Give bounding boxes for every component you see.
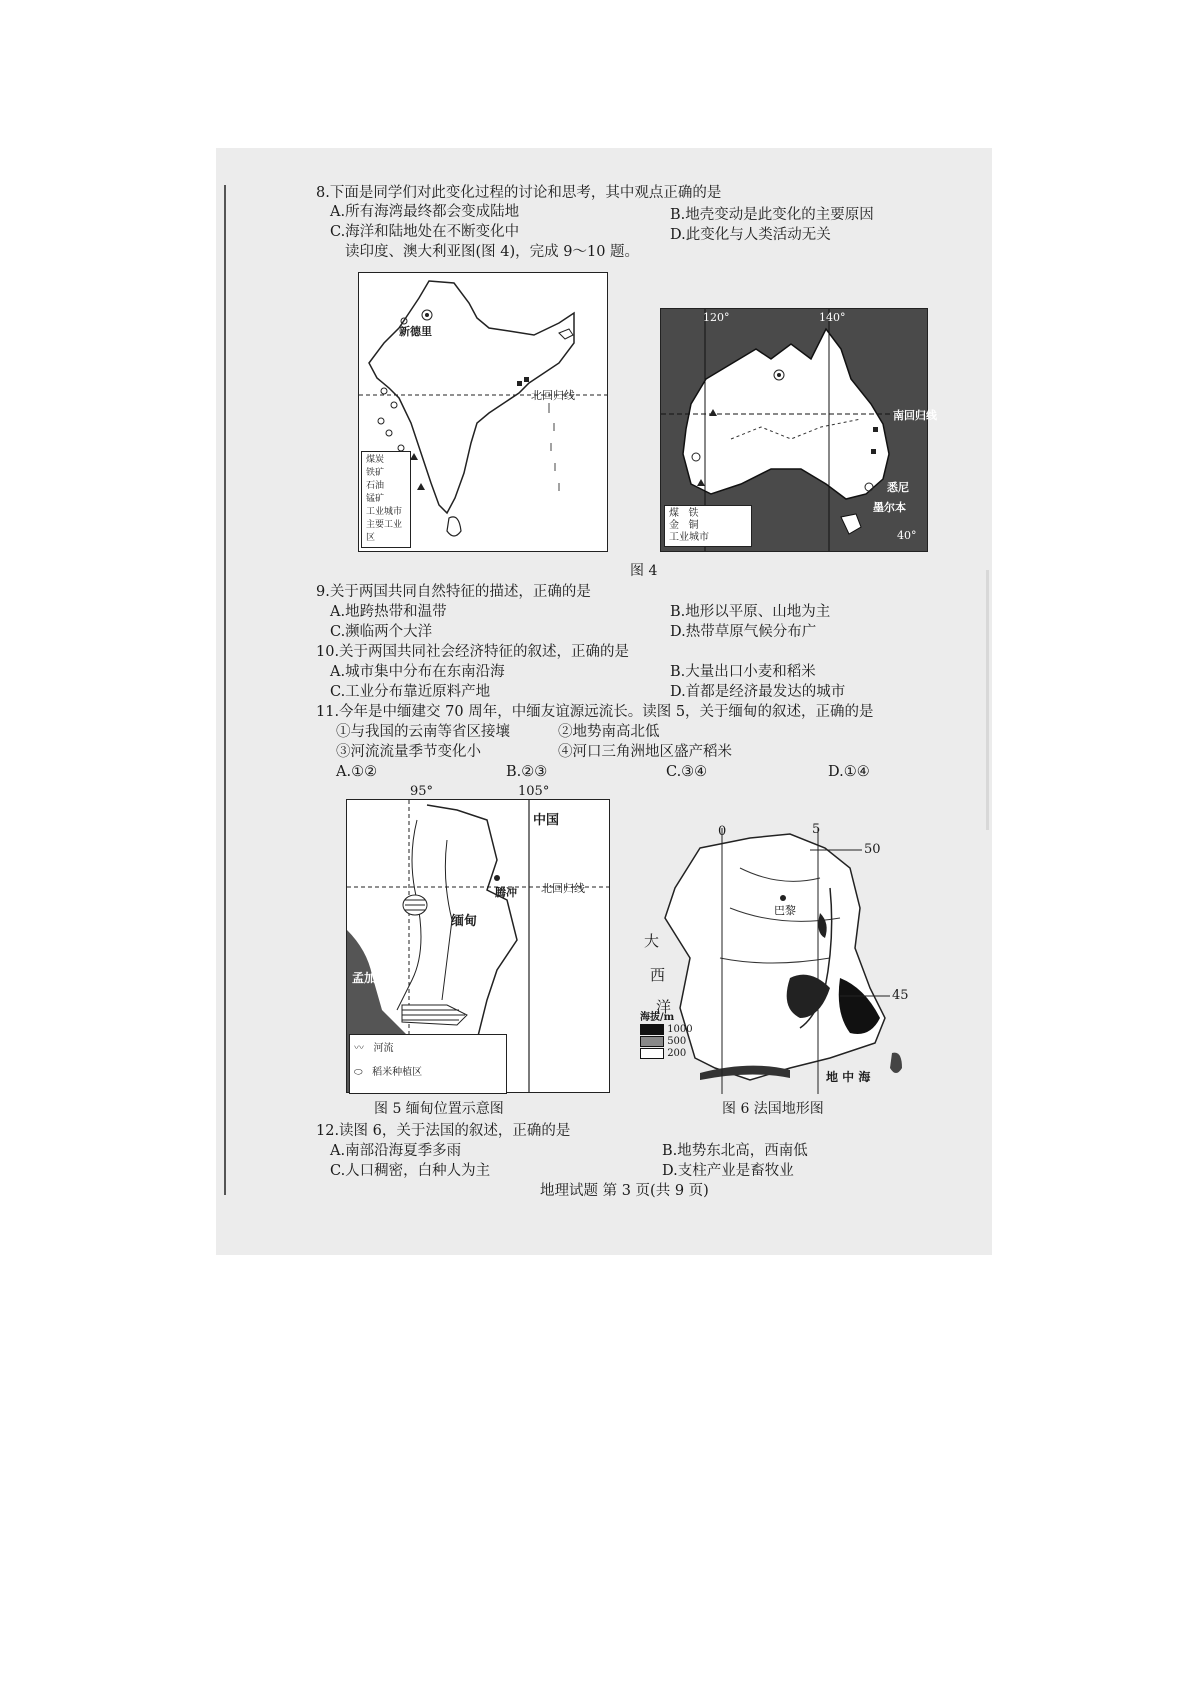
fig5-legend-river-label: 河流 (373, 1043, 394, 1054)
fig6-label-atlantic-3: 洋 (656, 998, 672, 1016)
australia-legend-item: 煤 (669, 508, 679, 519)
india-legend-item: 石油 (366, 481, 385, 491)
india-legend-item: 工业城市 (366, 507, 403, 517)
q12-stem: 12.读图 6，关于法国的叙述，正确的是 (316, 1123, 571, 1139)
q11-statement-1: ①与我国的云南等省区接壤 (336, 724, 510, 740)
figure-4-caption: 图 4 (630, 563, 658, 579)
india-map (358, 272, 608, 552)
fig6-legend-level-1000 (640, 1024, 700, 1036)
australia-label-40: 40° (897, 529, 917, 542)
australia-legend-item: 金 (669, 520, 679, 531)
q12-option-a: A.南部沿海夏季多雨 (330, 1143, 462, 1159)
australia-legend (664, 505, 752, 547)
fig6-legend-level-label: 1000 (667, 1024, 693, 1035)
fig6-legend-level-label: 200 (667, 1048, 687, 1059)
scan-edge-shadow (986, 570, 989, 830)
q9-stem: 9.关于两国共同自然特征的描述，正确的是 (316, 584, 591, 600)
q9-option-b: B.地形以平原、山地为主 (670, 604, 831, 620)
fig6-label-paris: 巴黎 (774, 904, 796, 917)
figure-5-caption: 图 5 缅甸位置示意图 (374, 1101, 504, 1117)
fig6-label-45: 45 (892, 988, 909, 1003)
india-legend-item: 主要工业区 (366, 520, 403, 543)
myanmar-map (346, 799, 610, 1093)
australia-label-140: 140° (819, 311, 846, 324)
q11-stem: 11.今年是中缅建交 70 周年，中缅友谊源远流长。读图 5，关于缅甸的叙述，正确的是 (316, 704, 874, 720)
q11-option-c: C.③④ (666, 764, 708, 780)
q9-option-a: A.地跨热带和温带 (330, 604, 447, 620)
q9-option-c: C.濒临两个大洋 (330, 624, 433, 640)
page-footer: 地理试题 第 3 页(共 9 页) (540, 1183, 709, 1199)
fig5-label-china: 中国 (533, 813, 560, 828)
fig6-label-atlantic-1: 大 (644, 932, 660, 950)
q9-option-d: D.热带草原气候分布广 (670, 624, 817, 640)
australia-label-melbourne: 墨尔本 (873, 501, 906, 514)
q12-option-b: B.地势东北高，西南低 (662, 1143, 808, 1159)
fig6-legend-swatch (640, 1036, 664, 1047)
fig6-label-50: 50 (864, 842, 881, 857)
q12-option-d: D.支柱产业是畜牧业 (662, 1163, 794, 1179)
australia-map (660, 308, 937, 552)
q8-stem: 8.下面是同学们对此变化过程的讨论和思考，其中观点正确的是 (316, 185, 722, 201)
q11-statement-4: ④河口三角洲地区盛产稻米 (558, 744, 732, 760)
australia-label-120: 120° (703, 311, 730, 324)
binding-margin-line (224, 185, 226, 1195)
fig6-legend-level-200 (640, 1048, 700, 1060)
q8-option-d: D.此变化与人类活动无关 (670, 227, 831, 243)
australia-legend-item: 工业城市 (669, 532, 709, 543)
q10-option-d: D.首都是经济最发达的城市 (670, 684, 846, 700)
fig6-legend-title: 海拔/m (640, 1012, 675, 1023)
fig6-legend-level-label: 500 (667, 1036, 687, 1047)
fig6-legend (640, 1012, 700, 1060)
q10-stem: 10.关于两国共同社会经济特征的叙述，正确的是 (316, 644, 630, 660)
q11-option-d: D.①④ (828, 764, 870, 780)
q11-statement-3: ③河流流量季节变化小 (336, 744, 481, 760)
fig5-label-tropic: 北回归线 (541, 882, 585, 895)
q8-option-b: B.地壳变动是此变化的主要原因 (670, 207, 874, 223)
india-legend-item: 锰矿 (366, 494, 385, 504)
fig6-legend-swatch (640, 1024, 664, 1035)
intro-9-10: 读印度、澳大利亚图(图 4)，完成 9～10 题。 (345, 244, 640, 260)
q8-option-a: A.所有海湾最终都会变成陆地 (330, 204, 520, 220)
fig5-label-bay: 孟加拉湾 (352, 971, 401, 985)
fig5-legend-river: 〰 河流 (354, 1043, 394, 1054)
fig6-label-0: 0 (718, 824, 727, 839)
fig6-label-atlantic-2: 西 (650, 966, 666, 984)
q12-option-c: C.人口稠密，白种人为主 (330, 1163, 491, 1179)
figure-6-caption: 图 6 法国地形图 (722, 1101, 824, 1117)
australia-legend-item: 铁 (688, 508, 699, 519)
q11-option-a: A.①② (336, 764, 378, 780)
q10-option-a: A.城市集中分布在东南沿海 (330, 664, 505, 680)
india-label-tropic: 北回归线 (531, 389, 575, 402)
q8-option-c: C.海洋和陆地处在不断变化中 (330, 224, 520, 240)
fig6-legend-level-500 (640, 1036, 700, 1048)
fig5-legend (349, 1034, 507, 1094)
australia-legend-item: 铜 (688, 520, 699, 531)
fig5-legend-rice: ⬭ 稻米种植区 (354, 1067, 423, 1078)
australia-label-sydney: 悉尼 (887, 481, 909, 494)
fig6-legend-swatch (640, 1048, 664, 1059)
fig5-legend-rice-label: 稻米种植区 (372, 1067, 423, 1078)
fig6-label-5: 5 (812, 822, 821, 837)
q10-option-b: B.大量出口小麦和稻米 (670, 664, 816, 680)
india-legend-item: 铁矿 (366, 468, 385, 478)
fig5-label-95: 95° (410, 784, 434, 799)
india-legend-item: 煤炭 (366, 455, 385, 465)
india-label-new-delhi: 新德里 (399, 325, 432, 338)
australia-label-tropic: 南回归线 (893, 409, 937, 422)
france-map (640, 822, 940, 1094)
fig5-label-myanmar: 缅甸 (451, 914, 478, 929)
fig5-label-105: 105° (518, 784, 550, 799)
q11-option-b: B.②③ (506, 764, 548, 780)
q10-option-c: C.工业分布靠近原料产地 (330, 684, 491, 700)
q11-statement-2: ②地势南高北低 (558, 724, 660, 740)
fig5-label-tengchong: 腾冲 (495, 886, 517, 899)
fig6-label-med: 地 中 海 (826, 1070, 871, 1084)
india-legend (361, 451, 411, 548)
